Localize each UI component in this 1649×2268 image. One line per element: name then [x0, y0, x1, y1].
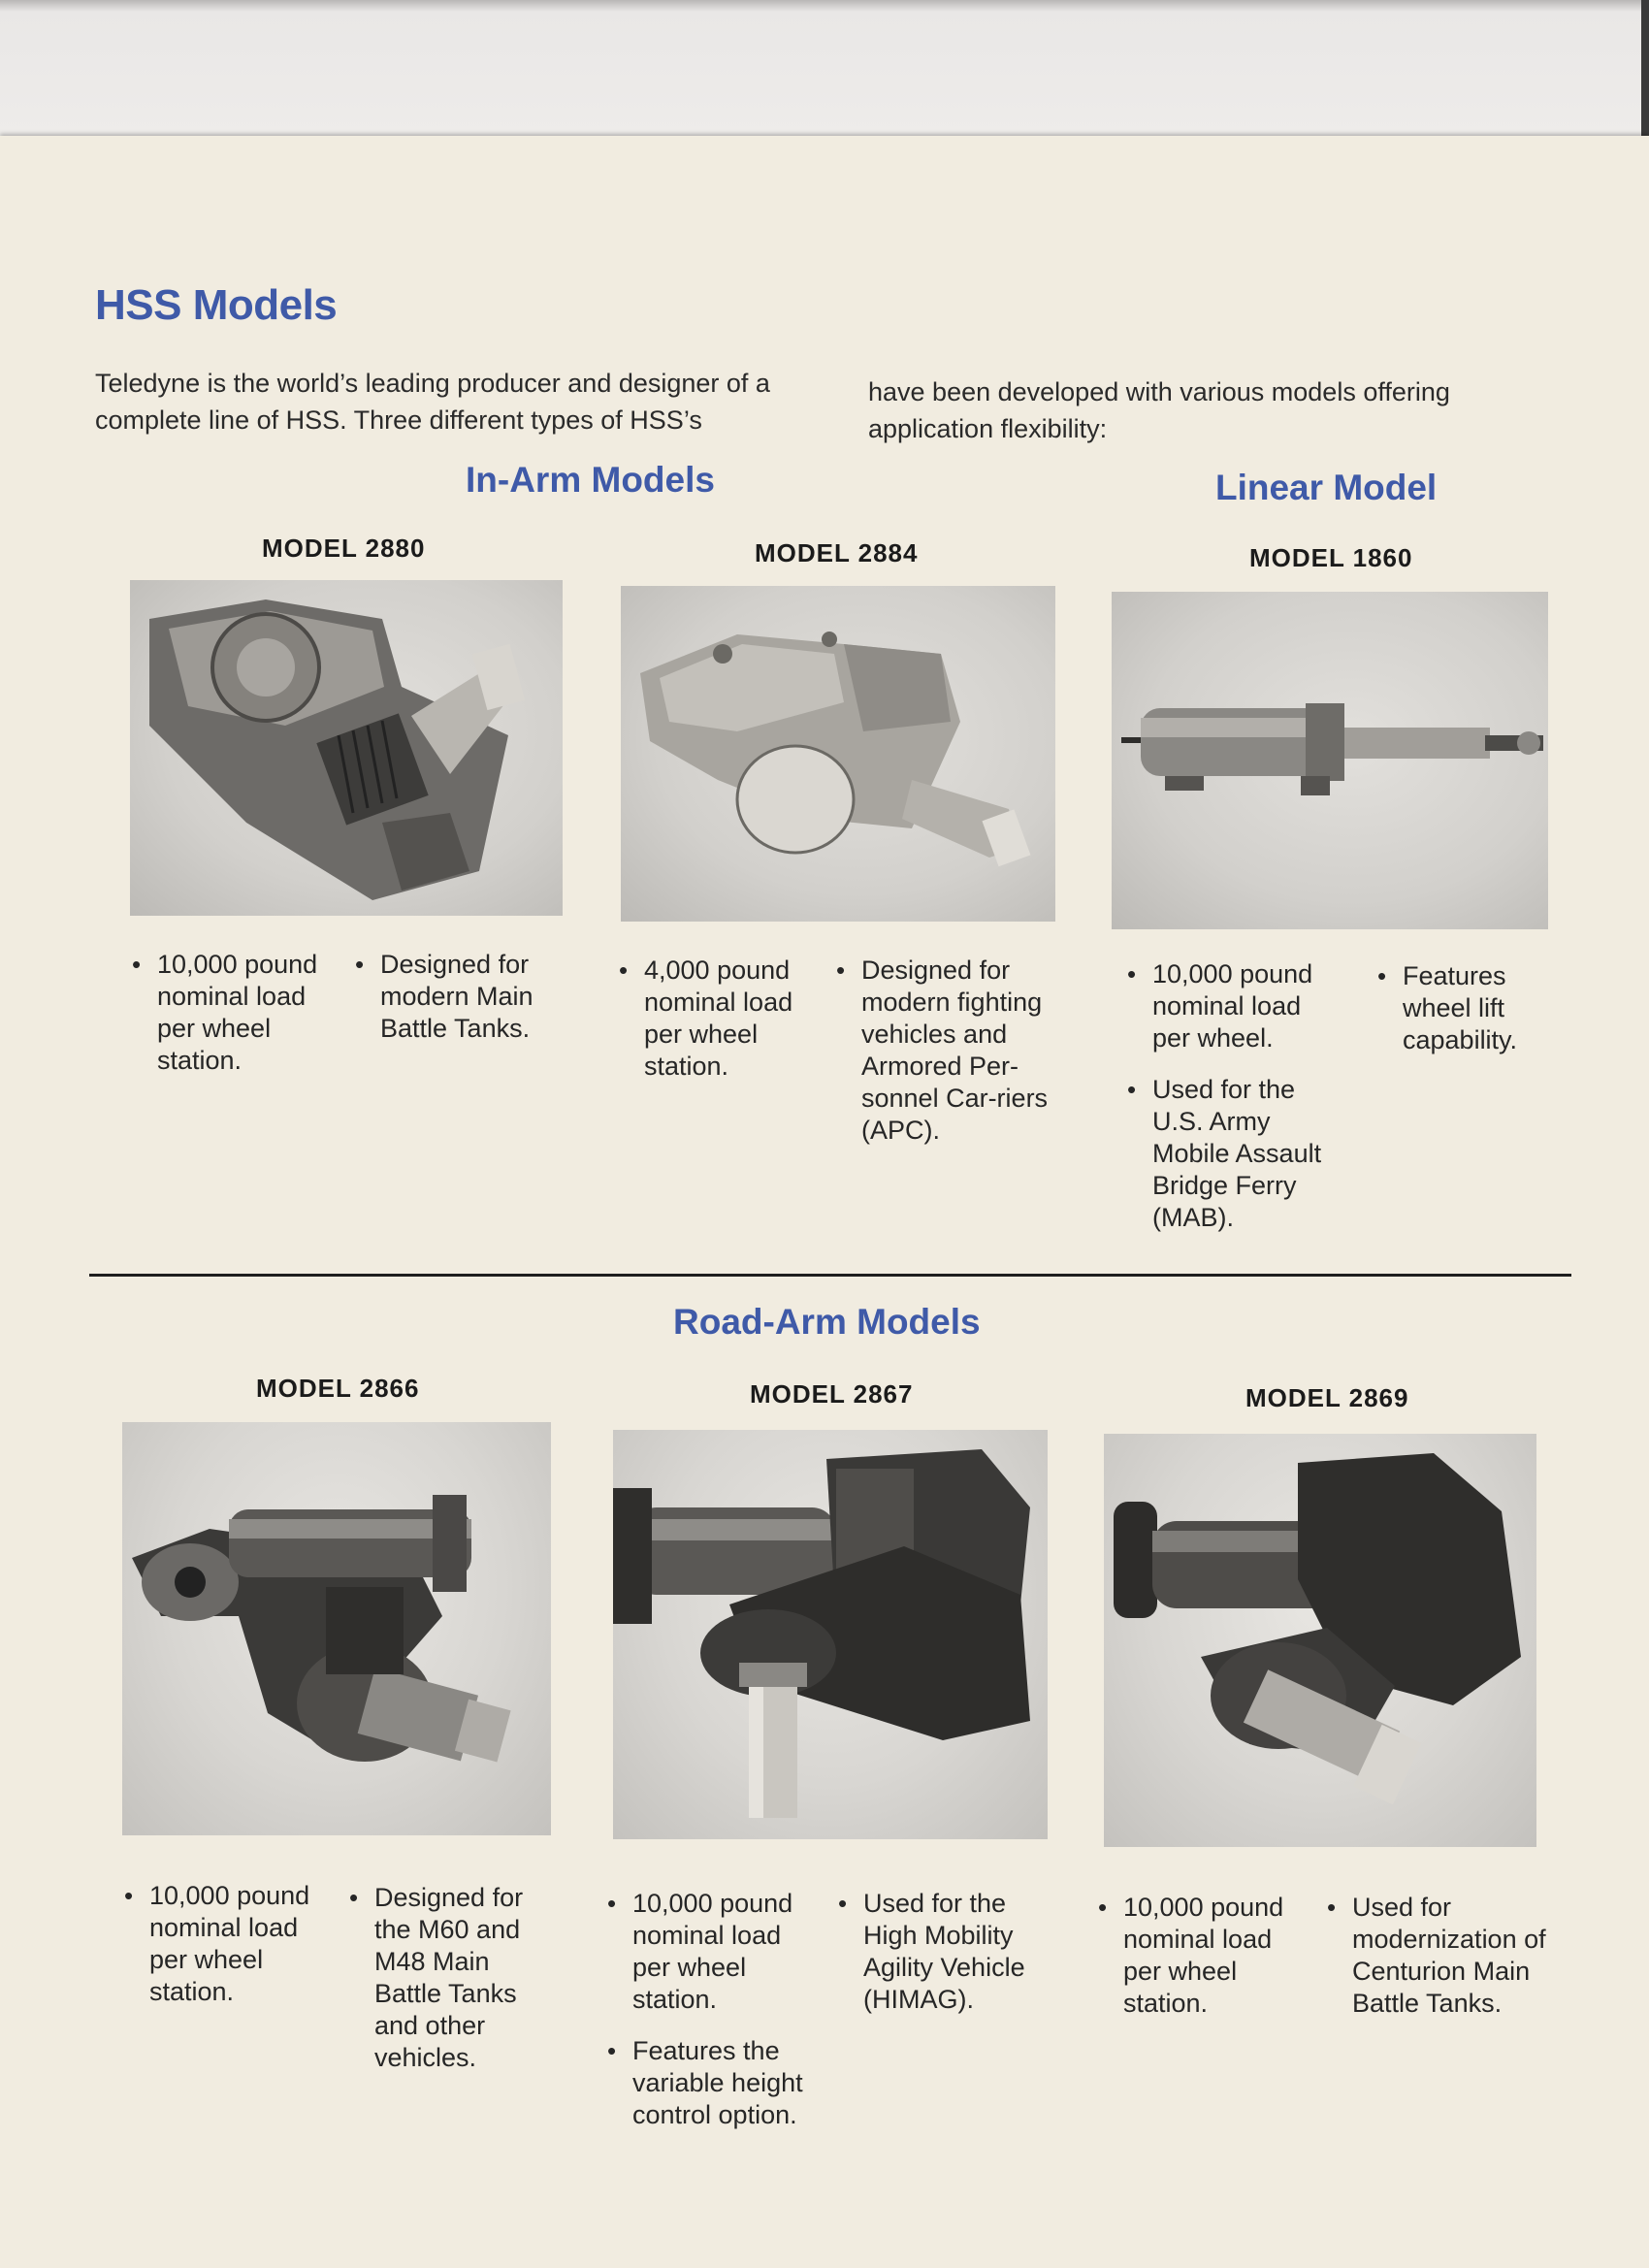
bullet-item: • Designed for the M60 and M48 Main Battle Tanks and other vehicles.: [349, 1882, 563, 2074]
model-label-1860: MODEL 1860: [1249, 543, 1413, 572]
bullet-item: • Used for modernization of Centurion Main Battle Tanks.: [1327, 1892, 1550, 2020]
bullet-item: • Designed for modern Main Battle Tanks.: [355, 949, 559, 1045]
bullet-item: • Features wheel lift capability.: [1377, 960, 1562, 1056]
page-title: HSS Models: [95, 281, 338, 329]
bullets-2884-col1: [619, 955, 827, 1102]
bullets-1860-col2: [1377, 960, 1562, 1076]
intro-text-right: have been developed with various models offering application flexibility:: [868, 377, 1450, 443]
bullet-item: • 10,000 pound nominal load per wheel.: [1127, 958, 1345, 1054]
bullets-2866-col1: [124, 1880, 333, 2027]
bullet-item: • 10,000 pound nominal load per wheel station.: [607, 1888, 816, 2016]
photo-model-2880: [130, 580, 563, 916]
bullet-item: • 10,000 pound nominal load per wheel station.: [132, 949, 340, 1077]
bullets-2867-col1: [607, 1888, 816, 2151]
model-label-2867: MODEL 2867: [750, 1379, 914, 1409]
photo-model-1860: [1112, 592, 1548, 929]
model-label-2884: MODEL 2884: [755, 538, 919, 567]
bullets-2867-col2: [838, 1888, 1061, 2035]
page-edge-shadow: [1641, 0, 1649, 150]
page-backdrop: [0, 0, 1649, 141]
bullet-item: • 10,000 pound nominal load per wheel station.: [1098, 1892, 1307, 2020]
section-divider: [89, 1274, 1571, 1277]
road-arm-unit-2866-illustration: [122, 1422, 551, 1835]
model-label-2869: MODEL 2869: [1245, 1383, 1409, 1412]
model-label-2866: MODEL 2866: [256, 1374, 420, 1403]
in-arm-unit-2880-illustration: [130, 580, 563, 916]
bullet-item: • Used for the U.S. Army Mobile Assault Bridge Ferry (MAB).: [1127, 1074, 1345, 1234]
bullets-2880-col2: [355, 949, 559, 1064]
road-arm-unit-2867-illustration: [613, 1430, 1048, 1839]
in-arm-unit-2884-illustration: [621, 586, 1055, 922]
photo-model-2884: [621, 586, 1055, 922]
section-title-linear: Linear Model: [1215, 468, 1438, 507]
intro-text-left: Teledyne is the world’s leading producer and designer of a complete line of HSS. Three different types of HSS’s: [95, 369, 770, 435]
model-label-2880: MODEL 2880: [262, 534, 426, 563]
photo-model-2866: [122, 1422, 551, 1835]
bullets-1860-col1: [1127, 958, 1345, 1253]
bullet-item: • Designed for modern fighting vehicles and Armored Per-sonnel Car-riers (APC).: [836, 955, 1059, 1147]
bullets-2866-col2: [349, 1882, 563, 2093]
road-arm-unit-2869-illustration: [1104, 1434, 1536, 1847]
section-title-in-arm: In-Arm Models: [466, 460, 715, 500]
bullet-item: • Features the variable height control option.: [607, 2035, 816, 2131]
bullets-2880-col1: [132, 949, 340, 1096]
bullet-item: • 4,000 pound nominal load per wheel station.: [619, 955, 827, 1083]
section-title-road-arm: Road-Arm Models: [673, 1302, 981, 1342]
bullets-2884-col2: [836, 955, 1059, 1166]
bullets-2869-col1: [1098, 1892, 1307, 2039]
photo-model-2867: [613, 1430, 1048, 1839]
bullet-item: • 10,000 pound nominal load per wheel station.: [124, 1880, 333, 2008]
bullet-item: • Used for the High Mobility Agility Vehicle (HIMAG).: [838, 1888, 1061, 2016]
bullets-2869-col2: [1327, 1892, 1550, 2039]
linear-cylinder-1860-illustration: [1112, 592, 1548, 929]
photo-model-2869: [1104, 1434, 1536, 1847]
